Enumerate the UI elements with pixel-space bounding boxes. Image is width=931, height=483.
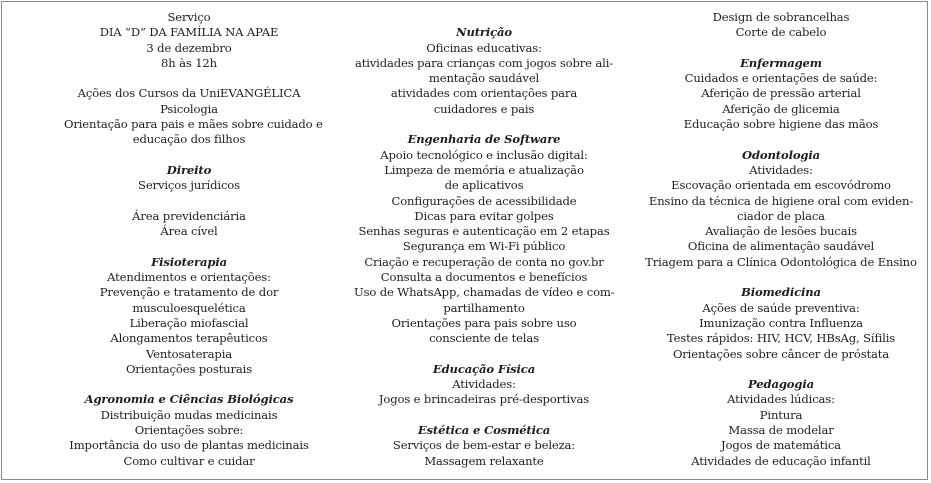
text-line: Como cultivar e cuidar — [123, 453, 255, 468]
text-line: Orientações para pais sobre uso — [391, 315, 577, 330]
text-line: 8h às 12h — [161, 55, 217, 70]
section-heading: Estética e Cosmética — [417, 423, 551, 438]
text-line: musculoesquelética — [132, 300, 246, 315]
column-3 — [642, 10, 920, 469]
text-line: Atendimentos e orientações: — [107, 270, 271, 285]
text-line: Aferição de glicemia — [722, 101, 840, 116]
text-line: 3 de dezembro — [146, 40, 232, 55]
spacer — [642, 132, 920, 147]
section-heading: Educação Física — [432, 361, 536, 376]
text-line: Jogos e brincadeiras pré-desportivas — [378, 392, 590, 407]
text-line: atividades com orientações para — [390, 86, 578, 101]
column-2 — [354, 10, 614, 469]
text-line: Imunização contra Influenza — [699, 315, 863, 330]
text-line: Massagem relaxante — [424, 453, 544, 468]
text-line: Design de sobrancelhas — [712, 10, 850, 24]
text-line: Prevenção e tratamento de dor — [99, 285, 279, 300]
text-line: Massa de modelar — [728, 423, 834, 438]
section-heading: Pedagogia — [748, 377, 814, 392]
text-line: Orientações posturais — [125, 361, 253, 376]
spacer — [354, 117, 614, 132]
text-line: cuidadores e pais — [433, 101, 535, 116]
text-line: Orientação para pais e mães sobre cuidado e — [64, 117, 323, 132]
text-line: Aferição de pressão arterial — [701, 86, 861, 101]
text-line: Dicas para evitar golpes — [414, 208, 554, 223]
text-line: Corte de cabelo — [735, 25, 827, 40]
section-heading: Odontologia — [742, 147, 820, 162]
text-line: Atividades de educação infantil — [691, 453, 871, 468]
spacer — [354, 347, 614, 362]
text-line: Área cível — [160, 224, 218, 239]
text-line: Atividades: — [452, 377, 516, 392]
text-line: Importância do uso de plantas medicinais — [69, 438, 309, 453]
section-heading: Nutrição — [456, 25, 512, 40]
text-line: Criação e recuperação de conta no gov.br — [364, 254, 604, 269]
text-line: Pintura — [759, 407, 803, 422]
section-heading: Direito — [166, 162, 212, 177]
text-line: Orientações sobre câncer de próstata — [672, 346, 890, 361]
text-line: atividades para crianças com jogos sobre ali- — [354, 55, 614, 70]
text-line: Alongamentos terapêuticos — [110, 331, 268, 346]
text-line: Atividades: — [749, 162, 813, 177]
text-line: de aplicativos — [444, 178, 524, 193]
text-line: Limpeza de memória e atualização — [384, 162, 584, 177]
spacer — [64, 148, 314, 163]
spacer — [64, 377, 314, 392]
text-line: Configurações de acessibilidade — [391, 193, 577, 208]
text-line: Psicologia — [160, 101, 218, 116]
text-line: Educação sobre higiene das mãos — [683, 117, 879, 132]
text-line: Serviços de bem-estar e beleza: — [392, 438, 576, 453]
text-line: Segurança em Wi-Fi público — [402, 239, 566, 254]
text-line: Ações de saúde preventiva: — [702, 300, 860, 315]
text-line: Consulta a documentos e benefícios — [380, 270, 588, 285]
text-line: educação dos filhos — [132, 132, 246, 147]
section-heading: Enfermagem — [740, 55, 822, 70]
text-line: Ações dos Cursos da UniEVANGÉLICA — [77, 86, 301, 101]
spacer — [642, 41, 920, 56]
text-line: partilhamento — [443, 300, 525, 315]
text-line: Oficinas educativas: — [426, 40, 542, 55]
text-line: Escovação orientada em escovódromo — [671, 178, 891, 193]
text-line: Área previdenciária — [132, 208, 246, 223]
spacer — [642, 270, 920, 285]
text-line: Jogos de matemática — [721, 438, 841, 453]
text-line: Ensino da técnica de higiene oral com eviden- — [648, 193, 914, 208]
text-line: Atividades lúdicas: — [727, 392, 835, 407]
text-line: ciador de placa — [737, 208, 825, 223]
section-heading: Fisioterapia — [151, 254, 227, 269]
section-heading: Engenharia de Software — [407, 132, 561, 147]
text-line: Serviço — [167, 10, 211, 24]
text-line: consciente de telas — [429, 331, 539, 346]
section-heading: Agronomia e Ciências Biológicas — [84, 392, 294, 407]
text-line: Distribuição mudas medicinais — [100, 407, 278, 422]
text-line: Serviços jurídicos — [138, 178, 240, 193]
spacer — [354, 408, 614, 423]
text-line: Testes rápidos: HIV, HCV, HBsAg, Sífilis — [666, 331, 896, 346]
spacer — [354, 10, 614, 25]
text-line: Senhas seguras e autenticação em 2 etapas — [358, 224, 610, 239]
text-line: DIA “D” DA FAMÍLIA NA APAE — [99, 25, 279, 40]
spacer — [64, 194, 314, 209]
text-line: Cuidados e orientações de saúde: — [684, 71, 878, 86]
section-heading: Biomedicina — [741, 285, 821, 300]
spacer — [64, 239, 314, 254]
spacer — [64, 71, 314, 86]
text-line: Liberação miofascial — [129, 315, 249, 330]
text-line: Avaliação de lesões bucais — [705, 224, 857, 239]
text-line: mentação saudável — [428, 71, 540, 86]
spacer — [642, 362, 920, 377]
column-1 — [64, 10, 323, 469]
text-line: Ventosaterapia — [145, 346, 233, 361]
text-line: Oficina de alimentação saudável — [687, 239, 875, 254]
text-line: Triagem para a Clínica Odontológica de Ensino — [645, 254, 917, 269]
text-line: Orientações sobre: — [134, 423, 244, 438]
text-line: Apoio tecnológico e inclusão digital: — [380, 147, 588, 162]
text-line: Uso de WhatsApp, chamadas de vídeo e com- — [354, 285, 615, 300]
